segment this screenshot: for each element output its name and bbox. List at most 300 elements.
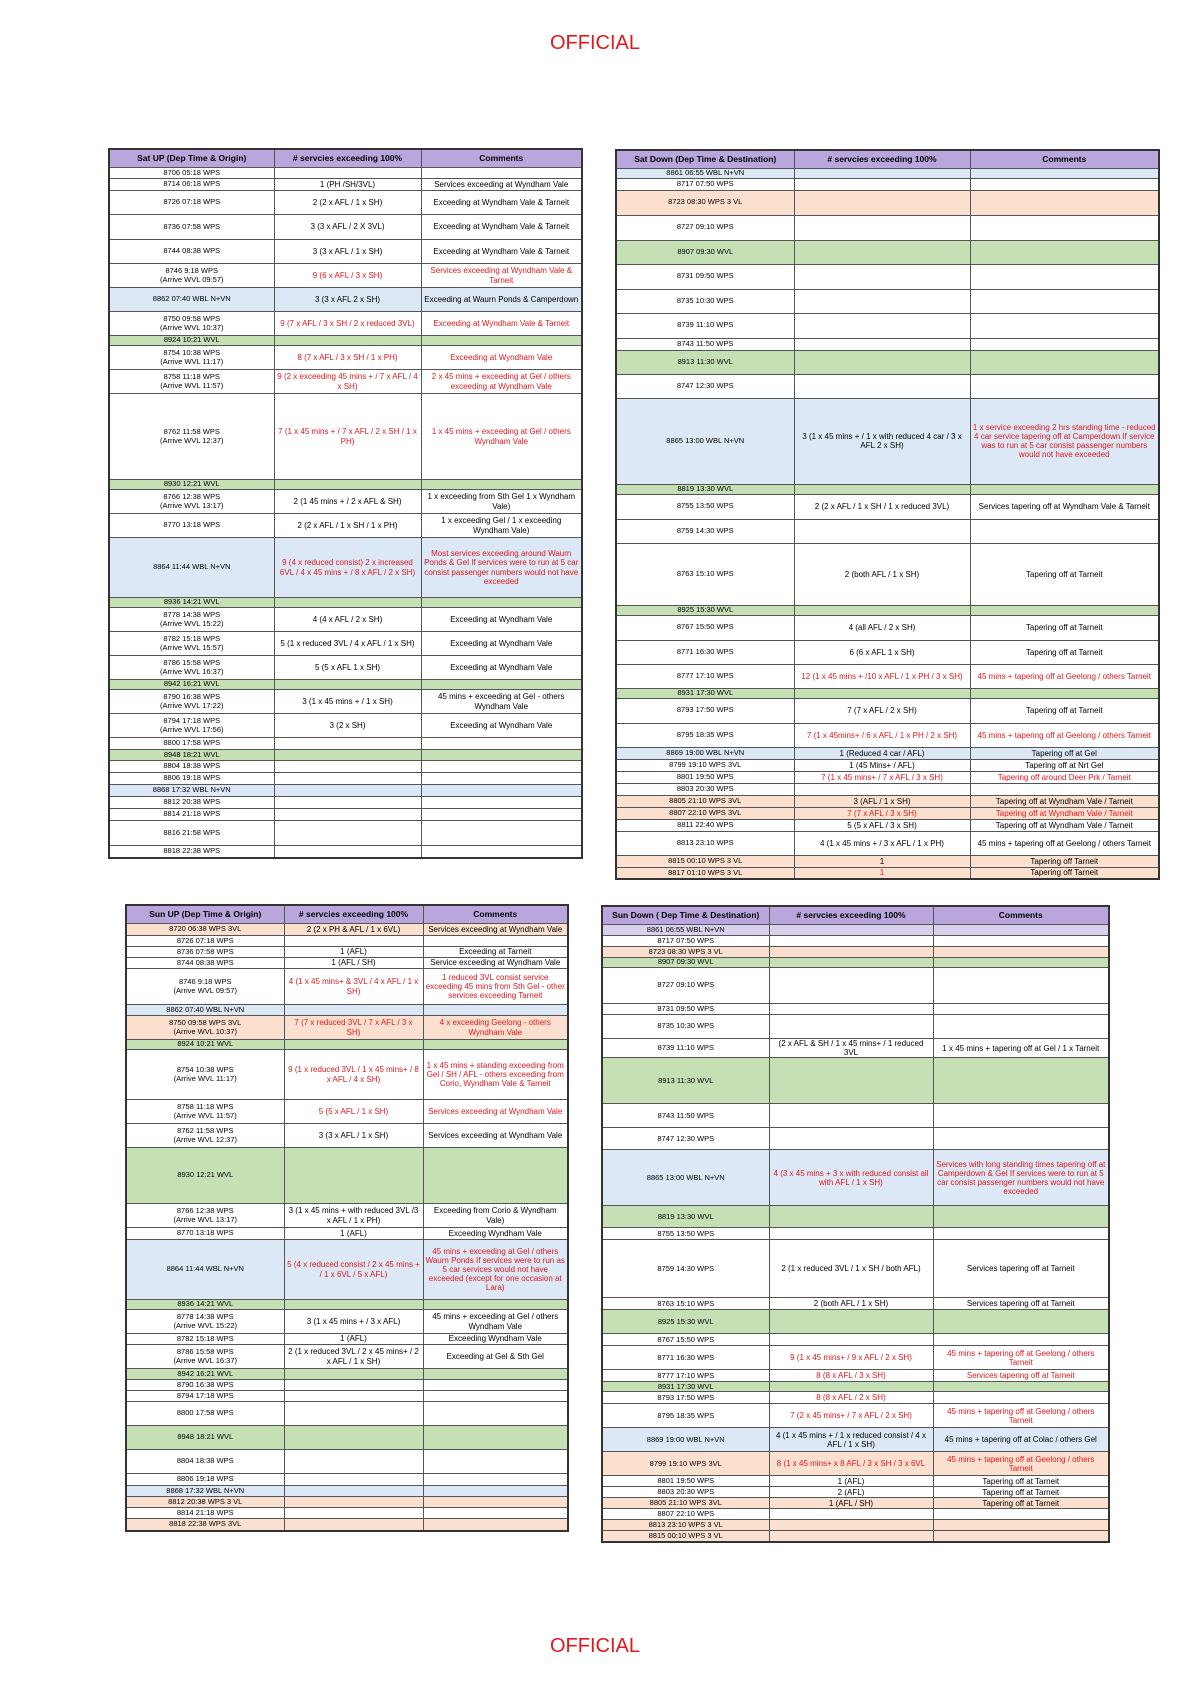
table-row: [602, 1058, 1109, 1104]
service-cell: [109, 797, 274, 809]
count-cell: 3 (1 x 45 mins + with reduced 3VL /3 x AFL / 1 x PH): [284, 1204, 423, 1228]
comment-cell: [423, 1426, 568, 1450]
service-line: 8931 17:30 WVL: [677, 688, 734, 697]
service-cell: [602, 1039, 769, 1058]
service-line: 8727 09:10 WPS: [657, 980, 715, 990]
count-cell: 8 (1 x 45 mins+ x 8 AFL / 3 x SH / 3 x 6VL: [769, 1452, 933, 1476]
service-cell: [616, 484, 794, 494]
service-line: 8948 18:21 WVL: [177, 1432, 234, 1442]
service-cell: [602, 925, 769, 936]
count-cell: [794, 240, 970, 264]
table-row: [602, 1004, 1109, 1015]
count-cell: [284, 1486, 423, 1497]
service-cell: [109, 846, 274, 858]
service-cell: [616, 855, 794, 867]
comment-cell: Service exceeding at Wyndham Vale: [423, 958, 568, 969]
comment-cell: [421, 797, 582, 809]
table-row: [602, 1039, 1109, 1058]
table-row: [126, 1005, 568, 1016]
service-line: 8907 09:30 WVL: [657, 957, 714, 967]
table-row: [616, 698, 1159, 723]
service-cell: [602, 936, 769, 947]
service-line: 8931 17:30 WVL: [657, 1381, 714, 1391]
service-cell: [602, 1509, 769, 1520]
service-line: 8762 11:58 WPS: [163, 426, 220, 436]
table-row: [126, 1426, 568, 1450]
table-row: [109, 714, 582, 738]
count-cell: [274, 809, 421, 821]
service-cell: [616, 831, 794, 855]
service-cell: [616, 178, 794, 190]
count-cell: 4 (4 x AFL / 2 x SH): [274, 608, 421, 632]
service-line: 8731 09:50 WPS: [657, 1003, 715, 1013]
table-row: [616, 723, 1159, 747]
table-row: [602, 1334, 1109, 1346]
comment-cell: [421, 773, 582, 785]
comment-cell: [421, 738, 582, 750]
table-row: [109, 656, 582, 680]
service-cell: [126, 1402, 284, 1426]
service-cell: [126, 1148, 284, 1204]
sat-down-table: [615, 149, 1160, 880]
table-row: [126, 958, 568, 969]
comment-cell: [421, 809, 582, 821]
service-cell: [616, 398, 794, 484]
count-cell: [274, 785, 421, 797]
service-line: 8924 10:21 WVL: [163, 335, 220, 345]
comment-cell: Services tapering off at Wyndham Vale & Tarneit: [970, 494, 1159, 519]
comment-cell: [423, 1450, 568, 1474]
count-cell: 2 (both AFL / 1 x SH): [769, 1298, 933, 1310]
service-line: 8766 12:38 WPS: [176, 1205, 234, 1215]
service-line: 8754 10:38 WPS: [176, 1064, 234, 1074]
service-cell: [126, 1204, 284, 1228]
service-line: 8755 13:50 WPS: [676, 501, 734, 511]
service-cell: [109, 809, 274, 821]
table-row: [126, 1380, 568, 1391]
table-row: [109, 750, 582, 761]
table-row: [109, 608, 582, 632]
comment-cell: [423, 1380, 568, 1391]
table-row: [602, 1346, 1109, 1370]
count-cell: [284, 1508, 423, 1519]
count-cell: 5 (5 x AFL / 3 x SH): [794, 819, 970, 831]
service-cell: [126, 1040, 284, 1050]
service-line: 8790 16:38 WPS: [163, 691, 221, 701]
service-cell: [109, 714, 274, 738]
service-line: 8793 17:50 WPS: [676, 705, 734, 715]
service-cell: [109, 264, 274, 288]
table-row: [109, 490, 582, 514]
comment-cell: [970, 264, 1159, 289]
table-row: [616, 543, 1159, 605]
service-cell: [126, 1391, 284, 1402]
comment-cell: [933, 968, 1109, 1004]
service-line: 8807 22:10 WPS: [657, 1509, 715, 1519]
table-row: [616, 494, 1159, 519]
comment-cell: 45 mins + exceeding at Gel / others Wyndham Vale: [423, 1310, 568, 1334]
service-cell: [109, 821, 274, 846]
service-line: 8786 15:58 WPS: [176, 1346, 234, 1356]
comment-cell: [421, 785, 582, 797]
comment-cell: [421, 750, 582, 761]
service-cell: [602, 1520, 769, 1531]
table-row: [616, 338, 1159, 350]
table-row: [616, 664, 1159, 688]
count-cell: 2 (2 x AFL / 1 x SH): [274, 191, 421, 215]
service-cell: [126, 1486, 284, 1497]
table-row: [616, 313, 1159, 338]
service-line: 8800 17:58 WPS: [176, 1408, 234, 1418]
comment-cell: [933, 1310, 1109, 1334]
comment-cell: 1 x 45 mins + exceeding at Gel / others Wyndham Vale: [421, 394, 582, 480]
table-row: [616, 783, 1159, 795]
service-line: 8869 19:00 WBL N+VN: [666, 747, 745, 757]
table-row: [602, 1487, 1109, 1498]
service-cell: [616, 313, 794, 338]
table-row: [109, 809, 582, 821]
header-service: Sun UP (Dep Time & Origin): [126, 905, 284, 924]
service-line: 8801 19:50 WPS: [657, 1476, 715, 1486]
service-line: 8864 11:44 WBL N+VN: [166, 1264, 244, 1274]
service-line: 8739 11:10 WPS: [657, 1042, 714, 1052]
comment-cell: Services exceeding at Wyndham Vale: [423, 1100, 568, 1124]
service-cell: [602, 1310, 769, 1334]
table-row: [616, 374, 1159, 398]
service-line: 8763 15:10 WPS: [657, 1298, 715, 1308]
comment-cell: Tapering off Tarneit: [970, 855, 1159, 867]
table-row: [109, 394, 582, 480]
service-cell: [109, 490, 274, 514]
count-cell: [284, 1474, 423, 1486]
count-cell: 5 (1 x reduced 3VL / 4 x AFL / 1 x SH): [274, 632, 421, 656]
service-line: 8816 21:58 WPS: [163, 827, 221, 837]
service-line: 8754 10:38 WPS: [163, 347, 221, 357]
count-cell: 9 (6 x AFL / 3 x SH): [274, 264, 421, 288]
table-row: [109, 738, 582, 750]
service-line: 8726 07:18 WPS: [163, 197, 221, 207]
comment-cell: Tapering off at Tarneit: [970, 543, 1159, 605]
service-cell: [126, 969, 284, 1005]
table-row: [616, 605, 1159, 615]
count-cell: 1 (45 Mins+ / AFL): [794, 759, 970, 771]
comment-cell: [970, 783, 1159, 795]
table-row: [109, 312, 582, 336]
service-cell: [126, 1508, 284, 1519]
count-cell: 3 (1 x 45 mins + / 1 x with reduced 4 car / 3 x AFL 2 x SH): [794, 398, 970, 484]
service-cell: [602, 1452, 769, 1476]
count-cell: 3 (3 x AFL / 1 x SH): [284, 1124, 423, 1148]
count-cell: [284, 1040, 423, 1050]
service-cell: [616, 289, 794, 313]
service-cell: [616, 807, 794, 819]
service-line: 8735 10:30 WPS: [676, 295, 734, 305]
comment-cell: Exceeding at Wyndham Vale: [421, 656, 582, 680]
comment-cell: Exceeding from Corio & Wyndham Vale): [423, 1204, 568, 1228]
comment-cell: [933, 1531, 1109, 1542]
service-line: 8865 13:00 WBL N+VN: [666, 435, 745, 445]
comment-cell: Tapering off at Tarneit: [933, 1498, 1109, 1509]
table-row: [602, 1128, 1109, 1150]
count-cell: 9 (7 x AFL / 3 x SH / 2 x reduced 3VL): [274, 312, 421, 336]
service-line: 8948 18:21 WVL: [163, 749, 220, 759]
service-cell: [126, 1426, 284, 1450]
comment-cell: 45 mins + tapering off at Geelong / others Tarneit: [933, 1404, 1109, 1428]
service-cell: [602, 1346, 769, 1370]
count-cell: [769, 925, 933, 936]
header-count: # servcies exceeding 100%: [274, 149, 421, 168]
service-cell: [126, 1050, 284, 1100]
table-row: [109, 168, 582, 179]
count-cell: 7 (7 x AFL / 2 x SH): [794, 698, 970, 723]
table-row: [109, 632, 582, 656]
table-row: [616, 169, 1159, 179]
comment-cell: [421, 168, 582, 179]
header-service: Sun Down ( Dep Time & Destination): [602, 906, 769, 925]
comment-cell: 45 mins + exceeding at Gel / others Waurn Ponds If services were to run as 5 car services would not have exceeded (except for one occasion at Lara): [423, 1240, 568, 1300]
service-line: 8936 14:21 WVL: [163, 597, 220, 607]
count-cell: 9 (1 x 45 mins+ / 9 x AFL / 2 x SH): [769, 1346, 933, 1370]
table-row: [616, 807, 1159, 819]
service-line: 8723 08:30 WPS 3 VL: [668, 197, 743, 207]
table-row: [109, 480, 582, 490]
count-cell: 1: [794, 867, 970, 879]
comment-cell: [423, 1486, 568, 1497]
table-row: [109, 773, 582, 785]
service-cell: [126, 1240, 284, 1300]
service-cell: [126, 1300, 284, 1310]
table-row: [602, 968, 1109, 1004]
service-line: 8803 20:30 WPS: [657, 1487, 715, 1497]
comment-cell: [423, 1369, 568, 1380]
comment-cell: [970, 484, 1159, 494]
service-cell: [126, 1450, 284, 1474]
comment-cell: Tapering off at Tarneit: [970, 615, 1159, 640]
count-cell: [274, 168, 421, 179]
service-line: 8819 13:30 WVL: [677, 484, 734, 493]
sun-up-table: [125, 904, 569, 1532]
service-cell: [602, 1428, 769, 1452]
service-line: 8813 23:10 WPS: [676, 837, 734, 847]
comment-cell: [421, 598, 582, 608]
comment-cell: Tapering off around Deer Prk / Tarneit: [970, 771, 1159, 783]
service-cell: [126, 1100, 284, 1124]
service-line: 8717 07:50 WPS: [676, 178, 734, 188]
service-cell: [109, 168, 274, 179]
count-cell: [284, 1148, 423, 1204]
header-service: Sat UP (Dep Time & Origin): [109, 149, 274, 168]
count-cell: [794, 605, 970, 615]
comment-cell: [423, 1148, 568, 1204]
service-line: 8762 11:58 WPS: [177, 1125, 234, 1135]
count-cell: [769, 1228, 933, 1240]
service-cell: [126, 947, 284, 958]
comment-cell: Exceeding at Wyndham Vale & Tarneit: [421, 240, 582, 264]
service-cell: [616, 264, 794, 289]
comment-cell: 1 x 45 mins + standing exceeding from Gel / SH / AFL - others exceeding from Corio, Wyndham Vale & Tarneit: [423, 1050, 568, 1100]
table-row: [126, 1391, 568, 1402]
count-cell: 2 (2 x PH & AFL / 1 x 6VL): [284, 924, 423, 936]
service-cell: [602, 1404, 769, 1428]
service-cell: [602, 1206, 769, 1228]
comment-cell: [423, 1519, 568, 1531]
service-line: 8799 19:10 WPS 3VL: [669, 759, 742, 769]
service-line: (Arrive WVL 09:57): [173, 985, 237, 995]
table-row: [126, 936, 568, 947]
service-cell: [616, 867, 794, 879]
service-line: 8814 21:18 WPS: [176, 1507, 234, 1517]
service-cell: [109, 288, 274, 312]
count-cell: [284, 1369, 423, 1380]
service-cell: [602, 1058, 769, 1104]
service-line: 8777 17:10 WPS: [676, 670, 734, 680]
service-line: 8717 07:50 WPS: [657, 935, 715, 945]
service-line: 8811 22:40 WPS: [677, 819, 734, 829]
count-cell: [794, 289, 970, 313]
comment-cell: [421, 761, 582, 773]
header-comments: Comments: [970, 150, 1159, 169]
service-line: 8801 19:50 WPS: [676, 771, 734, 781]
table-row: [126, 1240, 568, 1300]
service-line: 8812 20:38 WPS 3 VL: [168, 1496, 243, 1506]
service-cell: [126, 1310, 284, 1334]
comment-cell: Services exceeding at Wyndham Vale: [423, 1124, 568, 1148]
service-line: 8868 17:32 WBL N+VN: [166, 1485, 245, 1495]
comment-cell: 1 x service exceeding 2 hrs standing time - reduced 4 car service tapering off at Camperdown If service was to run at 5 car consist passenger numbers would not have exceeded: [970, 398, 1159, 484]
comment-cell: [423, 1508, 568, 1519]
count-cell: [274, 750, 421, 761]
service-cell: [109, 336, 274, 346]
service-cell: [616, 519, 794, 543]
service-line: 8861 06:55 WBL N+VN: [646, 924, 725, 934]
service-line: 8795 18:35 WPS: [676, 729, 734, 739]
count-cell: [769, 1509, 933, 1520]
service-cell: [602, 1240, 769, 1298]
service-cell: [109, 608, 274, 632]
table-row: [126, 1345, 568, 1369]
count-cell: 9 (1 x reduced 3VL / 1 x 45 mins+ / 8 x AFL / 4 x SH): [284, 1050, 423, 1100]
service-cell: [602, 947, 769, 958]
table-row: [126, 1300, 568, 1310]
count-cell: [794, 519, 970, 543]
comment-cell: Exceeding at Wyndham Vale & Tarneit: [421, 312, 582, 336]
service-cell: [616, 819, 794, 831]
service-line: 8818 22:38 WPS 3VL: [169, 1518, 242, 1528]
service-line: (Arrive WVL 11:17): [160, 356, 224, 366]
service-cell: [602, 1298, 769, 1310]
table-row: [126, 1310, 568, 1334]
table-row: [602, 1452, 1109, 1476]
table-row: [616, 831, 1159, 855]
table-row: [602, 1228, 1109, 1240]
table-row: [126, 924, 568, 936]
table-row: [602, 1392, 1109, 1404]
service-line: 8746 9:18 WPS: [178, 976, 232, 986]
service-line: 8806 19:18 WPS: [163, 773, 221, 783]
count-cell: 2 (1 x reduced 3VL / 1 x SH / both AFL): [769, 1240, 933, 1298]
table-row: [109, 598, 582, 608]
service-line: (Arrive WVL 15:22): [173, 1320, 237, 1330]
table-row: [109, 288, 582, 312]
comment-cell: Services tapering off at Tarneit: [933, 1298, 1109, 1310]
table-row: [616, 264, 1159, 289]
service-line: 8771 16:30 WPS: [657, 1352, 715, 1362]
service-line: 8782 15:18 WPS: [163, 633, 221, 643]
service-cell: [109, 179, 274, 191]
comment-cell: [421, 336, 582, 346]
table-row: [126, 1124, 568, 1148]
table-row: [109, 538, 582, 598]
service-line: 8743 11:50 WPS: [677, 338, 734, 348]
count-cell: 3 (3 x AFL / 2 X 3VL): [274, 215, 421, 240]
service-cell: [616, 605, 794, 615]
service-line: 8746 9:18 WPS: [165, 265, 219, 275]
service-cell: [602, 1228, 769, 1240]
service-line: 8865 13:00 WBL N+VN: [646, 1172, 725, 1182]
service-line: (Arrive WVL 17:22): [160, 700, 224, 710]
service-line: 8771 16:30 WPS: [676, 646, 734, 656]
comment-cell: 45 mins + exceeding at Gel - others Wyndham Vale: [421, 690, 582, 714]
service-cell: [126, 1334, 284, 1345]
service-line: 8925 15:30 WVL: [657, 1316, 714, 1326]
service-line: 8812 20:38 WPS: [163, 797, 221, 807]
count-cell: [794, 178, 970, 190]
comment-cell: [933, 1382, 1109, 1392]
service-cell: [616, 350, 794, 374]
table-row: [602, 1509, 1109, 1520]
comment-cell: [970, 519, 1159, 543]
table-row: [616, 484, 1159, 494]
service-line: 8736 07:58 WPS: [163, 221, 221, 231]
service-line: 8794 17:18 WPS: [176, 1390, 234, 1400]
comment-cell: Tapering off at Tarneit: [933, 1476, 1109, 1487]
table-row: [602, 958, 1109, 968]
table-row: [602, 1476, 1109, 1487]
service-cell: [616, 338, 794, 350]
service-line: 8930 12:21 WVL: [163, 479, 220, 489]
count-cell: [794, 374, 970, 398]
comment-cell: [933, 1058, 1109, 1104]
service-line: 8803 20:30 WPS: [676, 783, 734, 793]
table-row: [616, 759, 1159, 771]
service-line: 8743 11:50 WPS: [657, 1110, 714, 1120]
table-row: [109, 690, 582, 714]
count-cell: [284, 1005, 423, 1016]
count-cell: 3 (3 x AFL / 1 x SH): [274, 240, 421, 264]
count-cell: (2 x AFL & SH / 1 x 45 mins+ / 1 reduced 3VL: [769, 1039, 933, 1058]
table-row: [109, 191, 582, 215]
service-line: 8759 14:30 WPS: [657, 1263, 715, 1273]
count-cell: 1 (AFL / SH): [769, 1498, 933, 1509]
count-cell: 2 (2 x AFL / 1 x SH / 1 x PH): [274, 514, 421, 538]
service-line: 8804 18:38 WPS: [163, 761, 221, 771]
service-cell: [602, 1382, 769, 1392]
service-line: (Arrive WVL 11:17): [173, 1073, 237, 1083]
service-cell: [616, 698, 794, 723]
comment-cell: Services tapering off at Tarneit: [933, 1370, 1109, 1382]
comment-cell: Exceeding at Wyndham Vale & Tarneit: [421, 215, 582, 240]
count-cell: [284, 1300, 423, 1310]
table-row: [126, 1519, 568, 1531]
comment-cell: Exceeding Wyndham Vale: [423, 1334, 568, 1345]
service-line: 8868 17:32 WBL N+VN: [152, 785, 231, 795]
service-cell: [126, 1519, 284, 1531]
service-cell: [109, 773, 274, 785]
service-cell: [126, 1005, 284, 1016]
service-line: 8817 01:10 WPS 3 VL: [668, 867, 743, 877]
table-row: [602, 925, 1109, 936]
table-row: [602, 1404, 1109, 1428]
